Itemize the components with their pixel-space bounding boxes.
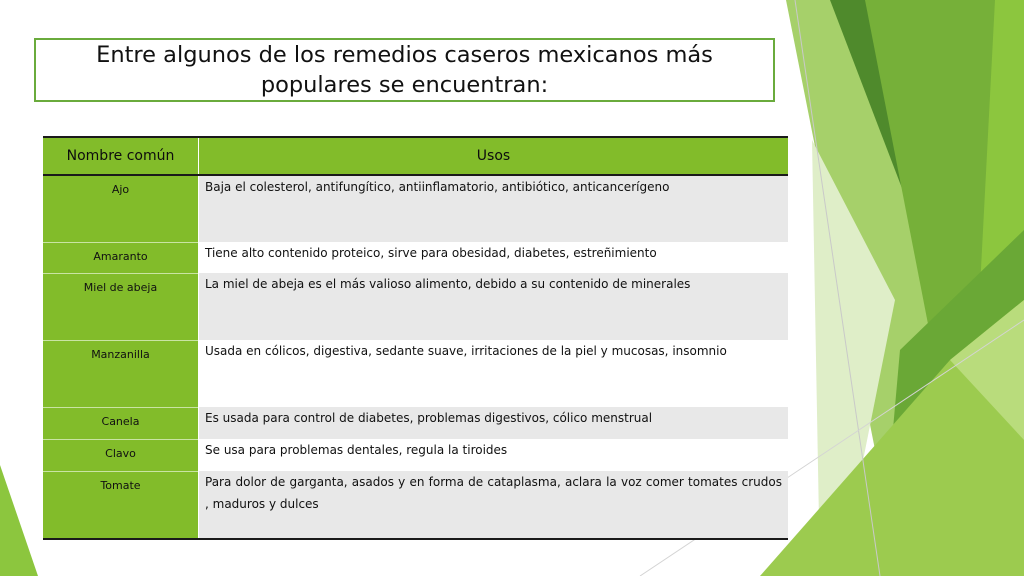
remedy-name: Miel de abeja [43, 273, 199, 340]
table-row [43, 340, 788, 407]
remedy-use: La miel de abeja es el más valioso alimento, debido a su contenido de minerales [199, 273, 789, 340]
column-header-usos: Usos [199, 137, 789, 175]
remedy-use: Tiene alto contenido proteico, sirve para obesidad, diabetes, estreñimiento [199, 242, 789, 273]
remedy-name: Tomate [43, 471, 199, 539]
remedy-use: Usada en cólicos, digestiva, sedante suave, irritaciones de la piel y mucosas, insomnio [199, 340, 789, 407]
remedy-name: Manzanilla [43, 340, 199, 407]
table-header-row [43, 137, 788, 175]
remedy-use: Para dolor de garganta, asados y en forma de cataplasma, aclara la voz comer tomates crudos , maduros y dulces [199, 471, 789, 539]
remedy-use: Se usa para problemas dentales, regula la tiroides [199, 439, 789, 471]
remedy-name: Clavo [43, 439, 199, 471]
remedies-table [43, 136, 788, 540]
remedy-name: Amaranto [43, 242, 199, 273]
table-row [43, 471, 788, 539]
table-row [43, 273, 788, 340]
table-row [43, 242, 788, 273]
remedy-use: Baja el colesterol, antifungítico, antiinflamatorio, antibiótico, anticancerígeno [199, 175, 789, 242]
title-box [34, 38, 775, 102]
slide-title: Entre algunos de los remedios caseros mexicanos más populares se encuentran: [96, 42, 713, 98]
table-row [43, 439, 788, 471]
table-row [43, 175, 788, 242]
remedy-use: Es usada para control de diabetes, problemas digestivos, cólico menstrual [199, 407, 789, 439]
table-row [43, 407, 788, 439]
column-header-nombre: Nombre común [43, 137, 199, 175]
remedy-name: Canela [43, 407, 199, 439]
facet-shape [0, 465, 38, 576]
remedy-name: Ajo [43, 175, 199, 242]
